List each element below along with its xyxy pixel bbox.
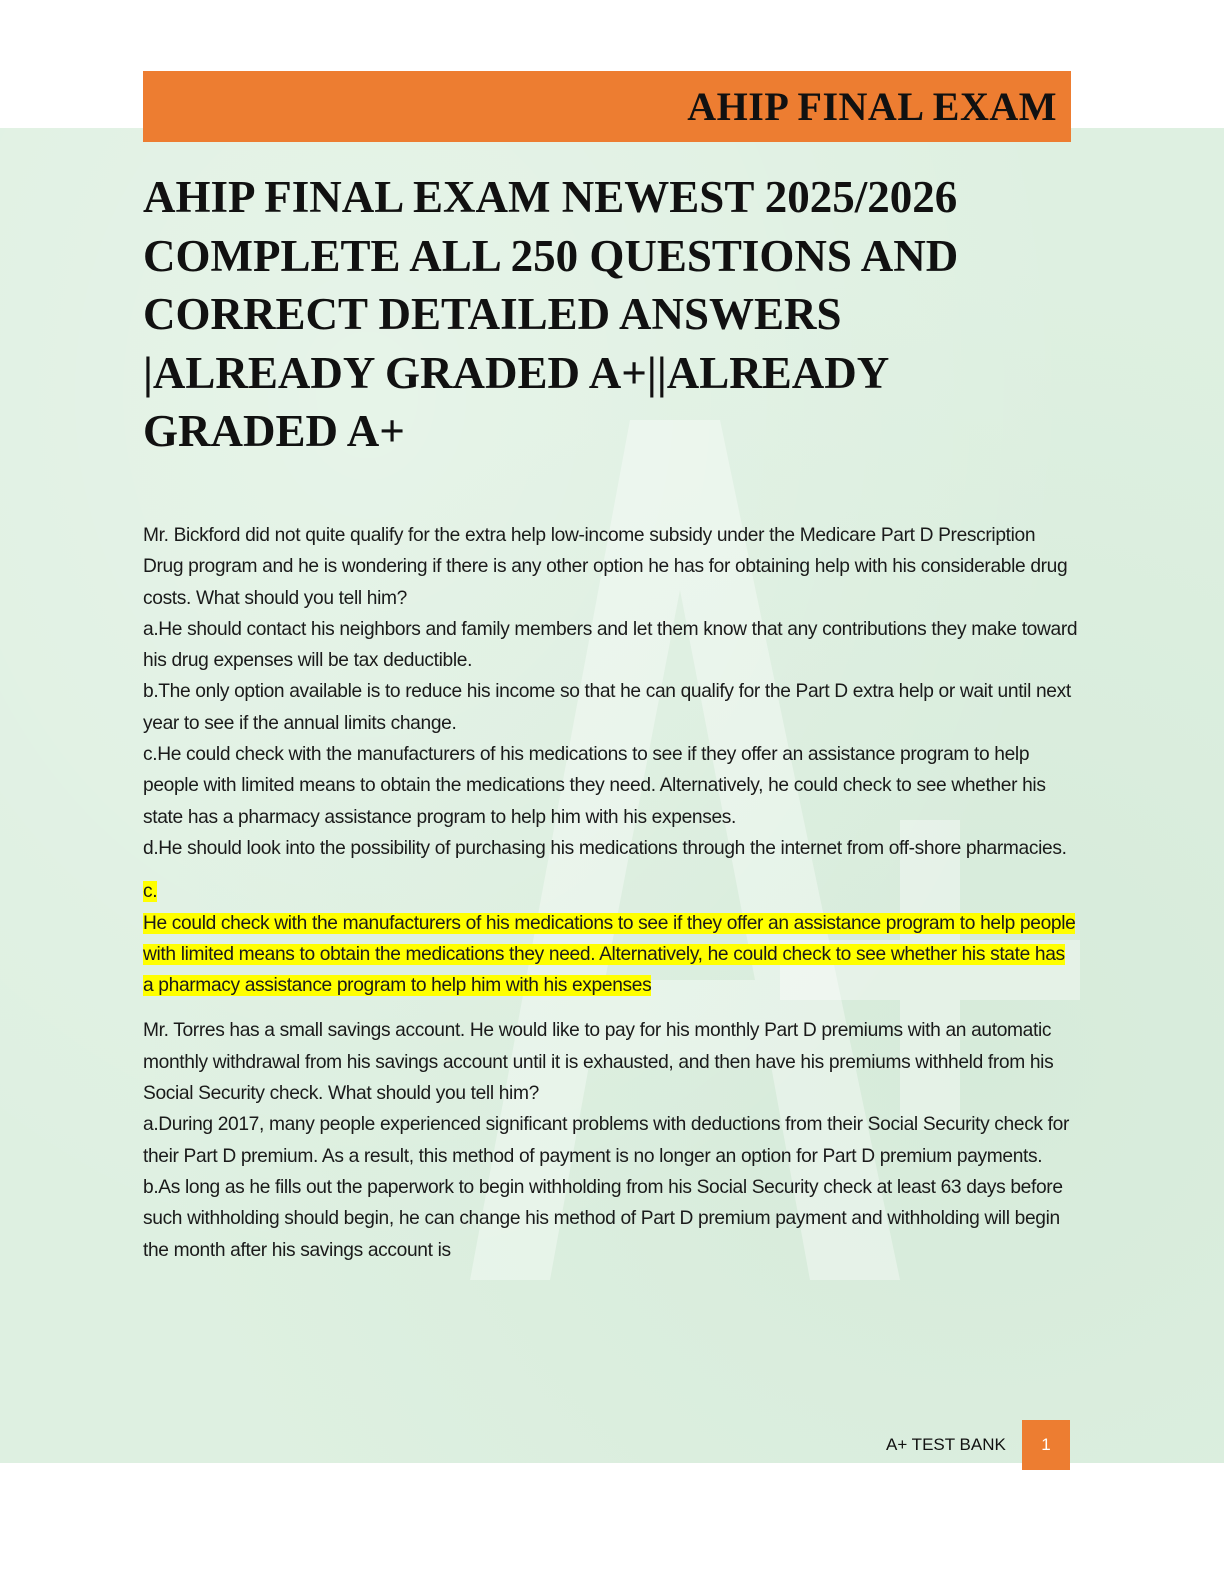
option-a: a.During 2017, many people experienced significant problems with deductions from their Social Security check for their Part D premium. As a result, this method of payment is no longer an option for Part D premium payments. [143,1114,1070,1167]
answer-block [143,876,1078,1001]
option-b: b.As long as he fills out the paperwork to begin withholding from his Social Security check at least 63 days before such withholding should begin, he can change his method of Part D premium payment and withholding will begin the month after his savings account is [143,1176,1063,1261]
question-stem: Mr. Torres has a small savings account. He would like to pay for his monthly Part D premiums with an automatic monthly withdrawal from his savings account until it is exhausted, and then have his premiums withheld from his Social Security check. What should you tell him? [143,1020,1054,1105]
question-stem: Mr. Bickford did not quite qualify for the extra help low-income subsidy under the Medicare Part D Prescription Drug program and he is wondering if there is any other option he has for obtaining help with his considerable drug costs. What should you tell him? [143,525,1068,609]
header-title: AHIP FINAL EXAM [687,84,1057,129]
answer-letter: c. [143,881,158,903]
questions-content [143,520,1078,1266]
page-number: 1 [1022,1420,1070,1470]
document-title: AHIP FINAL EXAM NEWEST 2025/2026 COMPLETE ALL 250 QUESTIONS AND CORRECT DETAILED ANSWERS |ALREADY GRADED A+||ALREADY GRADED A+ [143,172,959,456]
option-b: b.The only option available is to reduce his income so that he can qualify for the Part D extra help or wait until next year to see if the annual limits change. [143,681,1071,734]
option-d: d.He should look into the possibility of purchasing his medications through the internet from off-shore pharmacies. [143,837,1067,859]
footer-label: A+ TEST BANK [886,1435,1006,1454]
option-a: a.He should contact his neighbors and family members and let them know that any contributions they make toward his drug expenses will be tax deductible. [143,618,1078,672]
option-c: c.He could check with the manufacturers of his medications to see if they offer an assistance program to help people with limited means to obtain the medications they need. Alternatively, he could check to see whether his state has a pharmacy assistance program to help him with his expenses. [143,744,1046,828]
answer-text: He could check with the manufacturers of his medications to see if they offer an assistance program to help people with limited means to obtain the medications they need. Alternatively, he could check to see whether his state has a pharmacy assistance program to help him with his expenses [143,912,1076,997]
header-bar [143,71,1071,142]
question-1 [143,520,1078,1001]
question-2 [143,1015,1078,1265]
